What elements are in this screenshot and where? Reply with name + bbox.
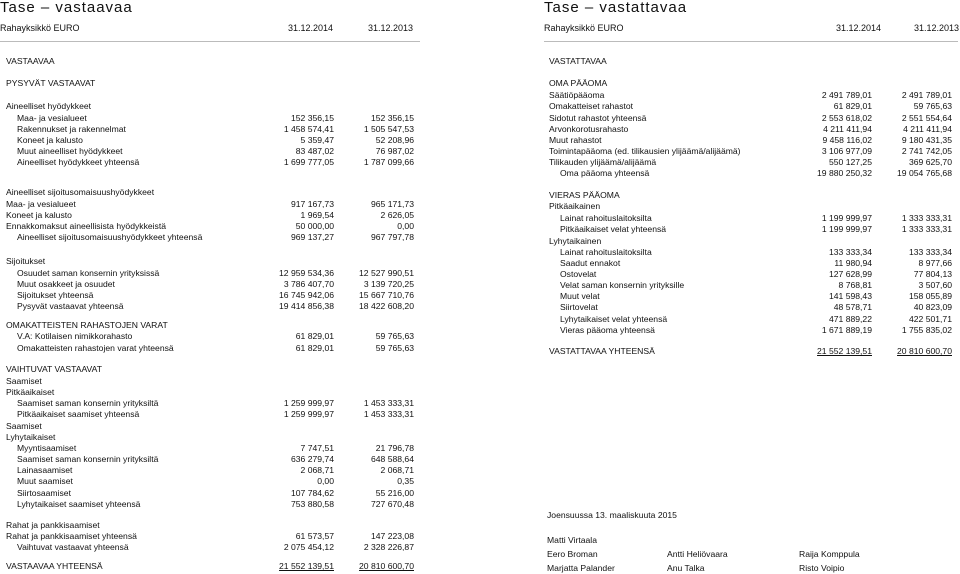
value-2014: 11 980,94: [834, 258, 872, 268]
row-label: Lyhytaikaiset saamiset yhteensä: [17, 499, 141, 509]
value-2013: 147 223,08: [370, 531, 414, 541]
value-2013: 1 505 547,53: [363, 124, 414, 134]
row-label: Muut saamiset: [17, 476, 73, 486]
table-row: [544, 90, 960, 100]
table-row: [0, 113, 420, 123]
table-row: [0, 409, 420, 419]
value-2014: 4 211 411,94: [823, 124, 872, 134]
row-label: Lyhytaikaiset: [6, 432, 56, 442]
date-2013: 31.12.2013: [914, 23, 960, 33]
table-row: [544, 101, 960, 111]
value-2013: 1 755 835,02: [901, 325, 952, 335]
value-2014: 16 745 942,06: [279, 290, 334, 300]
row-label: Muut osakkeet ja osuudet: [17, 279, 115, 289]
value-2014: 471 889,22: [828, 314, 872, 324]
table-row: [0, 421, 420, 431]
table-row: [544, 280, 960, 290]
row-label: Ostovelat: [560, 269, 597, 279]
table-row: [544, 190, 960, 200]
table-row: [0, 135, 420, 145]
row-label: Lainat rahoituslaitoksilta: [560, 213, 652, 223]
value-2013: 0,35: [397, 476, 414, 486]
table-row: [544, 168, 960, 178]
row-label: VASTAAVAA: [6, 56, 55, 66]
value-2013: 2 491 789,01: [901, 90, 952, 100]
value-2014: 3 786 407,70: [283, 279, 334, 289]
value-2013: 59 765,63: [913, 101, 952, 111]
value-2013: 2 551 554,64: [901, 113, 952, 123]
table-row: [544, 78, 960, 88]
value-2014: 3 106 977,09: [821, 146, 872, 156]
value-2013: 59 765,63: [375, 343, 414, 353]
row-label: Maa- ja vesialueet: [6, 199, 76, 209]
value-2013: 648 588,64: [370, 454, 414, 464]
value-2014: 61 829,01: [833, 101, 872, 111]
table-row: [544, 157, 960, 167]
row-label: Omakatteiset rahastot: [549, 101, 634, 111]
table-row: [0, 432, 420, 442]
row-label: Lainasaamiset: [17, 465, 73, 475]
table-row: [544, 213, 960, 223]
value-2013: 965 171,73: [370, 199, 414, 209]
value-2014: 1 199 999,97: [821, 224, 872, 234]
row-label: Vaihtuvat vastaavat yhteensä: [17, 542, 129, 552]
value-2013: 0,00: [397, 221, 414, 231]
row-label: OMA PÄÄOMA: [549, 78, 608, 88]
value-2014: 9 458 116,02: [822, 135, 872, 145]
value-2014: 12 959 534,36: [279, 268, 334, 278]
table-row: [0, 465, 420, 475]
row-label: VIERAS PÄÄOMA: [549, 190, 620, 200]
value-2013: 1 453 333,31: [363, 409, 414, 419]
table-row: [544, 346, 960, 356]
value-2013: 20 810 600,70: [897, 346, 952, 356]
value-2013: 1 787 099,66: [363, 157, 414, 167]
value-2014: 917 167,73: [290, 199, 334, 209]
table-row: [0, 398, 420, 408]
table-row: [0, 199, 420, 209]
value-2014: 133 333,34: [828, 247, 872, 257]
value-2014: 19 414 856,38: [279, 301, 334, 311]
table-row: [0, 443, 420, 453]
value-2013: 19 054 765,68: [897, 168, 952, 178]
row-label: Saamiset: [6, 376, 42, 386]
row-label: OMAKATTEISTEN RAHASTOJEN VARAT: [6, 320, 168, 330]
row-label: Lainat rahoituslaitoksilta: [560, 247, 652, 257]
table-row: [544, 224, 960, 234]
row-label: Rakennukset ja rakennelmat: [17, 124, 126, 134]
signatory: Matti Virtaala: [547, 535, 597, 545]
value-2014: 152 356,15: [290, 113, 334, 123]
row-label: Siirtovelat: [560, 302, 598, 312]
row-label: Muut rahastot: [549, 135, 602, 145]
table-row: [0, 187, 420, 197]
assets-title: Tase – vastaavaa: [0, 0, 133, 16]
value-2013: 20 810 600,70: [359, 561, 414, 571]
row-label: V.A: Kotilaisen nimikkorahasto: [17, 331, 133, 341]
row-label: Siirtosaamiset: [17, 488, 71, 498]
row-label: Lyhytaikainen: [549, 236, 602, 246]
value-2013: 3 139 720,25: [363, 279, 414, 289]
value-2014: 753 880,58: [290, 499, 334, 509]
assets-header: [0, 18, 420, 31]
signatory: Eero Broman: [547, 549, 598, 559]
unit-label: Rahayksikkö EURO: [544, 23, 624, 33]
value-2013: 8 977,66: [918, 258, 952, 268]
value-2013: 369 625,70: [908, 157, 952, 167]
table-row: [544, 302, 960, 312]
table-row: [544, 291, 960, 301]
place-date: Joensuussa 13. maaliskuuta 2015: [547, 510, 677, 520]
row-label: Säätiöpääoma: [549, 90, 605, 100]
table-row: [0, 320, 420, 330]
row-label: Sidotut rahastot yhteensä: [549, 113, 647, 123]
date-2014: 31.12.2014: [288, 23, 334, 33]
divider: [544, 41, 958, 42]
table-row: [544, 124, 960, 134]
value-2014: 1 458 574,41: [283, 124, 334, 134]
value-2013: 967 797,78: [370, 232, 414, 242]
row-label: Aineelliset hyödykkeet yhteensä: [17, 157, 140, 167]
value-2014: 61 573,57: [295, 531, 334, 541]
unit-label: Rahayksikkö EURO: [0, 23, 80, 33]
value-2013: 52 208,96: [375, 135, 414, 145]
value-2014: 1 259 999,97: [283, 409, 334, 419]
table-row: [0, 520, 420, 530]
row-label: Rahat ja pankkisaamiset yhteensä: [6, 531, 137, 541]
table-row: [0, 331, 420, 341]
table-row: [544, 247, 960, 257]
value-2014: 550 127,25: [828, 157, 872, 167]
value-2013: 727 670,48: [370, 499, 414, 509]
row-label: Lyhytaikaiset velat yhteensä: [560, 314, 668, 324]
table-row: [0, 56, 420, 66]
value-2013: 55 216,00: [375, 488, 414, 498]
value-2013: 4 211 411,94: [903, 124, 952, 134]
table-row: [0, 221, 420, 231]
row-label: PYSYVÄT VASTAAVAT: [6, 78, 96, 88]
value-2014: 1 199 999,97: [821, 213, 872, 223]
value-2013: 1 333 333,31: [901, 224, 952, 234]
value-2014: 61 829,01: [295, 331, 334, 341]
row-label: Osuudet saman konsernin yrityksissä: [17, 268, 160, 278]
row-label: Rahat ja pankkisaamiset: [6, 520, 100, 530]
row-label: Oma pääoma yhteensä: [560, 168, 650, 178]
date-2013: 31.12.2013: [368, 23, 414, 33]
value-2014: 5 359,47: [300, 135, 334, 145]
table-row: [0, 146, 420, 156]
row-label: VAIHTUVAT VASTAAVAT: [6, 364, 102, 374]
value-2013: 158 055,89: [908, 291, 952, 301]
row-label: Muut velat: [560, 291, 600, 301]
value-2014: 636 279,74: [290, 454, 334, 464]
row-label: Vieras pääoma yhteensä: [560, 325, 655, 335]
table-row: [0, 454, 420, 464]
value-2014: 8 768,81: [838, 280, 872, 290]
row-label: Velat saman konsernin yrityksille: [560, 280, 685, 290]
value-2014: 21 552 139,51: [817, 346, 872, 356]
value-2013: 12 527 990,51: [359, 268, 414, 278]
divider: [0, 41, 420, 42]
value-2014: 2 491 789,01: [821, 90, 872, 100]
table-row: [544, 201, 960, 211]
row-label: Toimintapääoma (ed. tilikausien ylijäämä/alijäämä): [549, 146, 741, 156]
row-label: VASTAAVAA YHTEENSÄ: [6, 561, 103, 571]
liabilities-title: Tase – vastattavaa: [544, 0, 688, 16]
value-2014: 50 000,00: [295, 221, 334, 231]
signatory: Anu Talka: [667, 563, 705, 573]
row-label: Aineelliset sijoitusomaisuushyödykkeet: [6, 187, 155, 197]
value-2014: 48 578,71: [833, 302, 872, 312]
row-label: Saamiset: [6, 421, 42, 431]
row-label: Pitkäaikaiset: [6, 387, 55, 397]
row-label: Aineelliset sijoitusomaisuushyödykkeet yhteensä: [17, 232, 203, 242]
table-row: [0, 124, 420, 134]
table-row: [0, 157, 420, 167]
row-label: Pitkäaikaiset velat yhteensä: [560, 224, 667, 234]
table-row: [0, 268, 420, 278]
row-label: Omakatteisten rahastojen varat yhteensä: [17, 343, 174, 353]
value-2014: 0,00: [317, 476, 334, 486]
table-row: [0, 387, 420, 397]
value-2013: 133 333,34: [908, 247, 952, 257]
liabilities-header: [544, 18, 960, 31]
row-label: Aineelliset hyödykkeet: [6, 101, 92, 111]
value-2013: 9 180 431,35: [901, 135, 952, 145]
date-2014: 31.12.2014: [836, 23, 882, 33]
value-2013: 1 453 333,31: [363, 398, 414, 408]
table-row: [544, 146, 960, 156]
value-2013: 40 823,09: [913, 302, 952, 312]
value-2014: 21 552 139,51: [279, 561, 334, 571]
value-2013: 422 501,71: [908, 314, 952, 324]
table-row: [544, 269, 960, 279]
value-2014: 1 671 889,19: [821, 325, 872, 335]
value-2014: 2 553 618,02: [821, 113, 872, 123]
row-label: Saadut ennakot: [560, 258, 621, 268]
value-2014: 83 487,02: [295, 146, 334, 156]
value-2014: 2 075 454,12: [283, 542, 334, 552]
table-row: [0, 476, 420, 486]
row-label: Pysyvät vastaavat yhteensä: [17, 301, 124, 311]
row-label: Sijoitukset: [6, 256, 46, 266]
row-label: Tilikauden ylijäämä/alijäämä: [549, 157, 657, 167]
value-2013: 76 987,02: [375, 146, 414, 156]
value-2014: 19 880 250,32: [817, 168, 872, 178]
table-row: [544, 258, 960, 268]
table-row: [0, 531, 420, 541]
table-row: [544, 56, 960, 66]
value-2013: 152 356,15: [370, 113, 414, 123]
value-2013: 2 626,05: [380, 210, 414, 220]
row-label: Maa- ja vesialueet: [17, 113, 87, 123]
table-row: [0, 232, 420, 242]
value-2013: 2 328 226,87: [363, 542, 414, 552]
table-row: [0, 488, 420, 498]
row-label: Sijoitukset yhteensä: [17, 290, 94, 300]
table-row: [0, 499, 420, 509]
table-row: [0, 290, 420, 300]
row-label: Koneet ja kalusto: [6, 210, 72, 220]
row-label: Saamiset saman konsernin yrityksiltä: [17, 454, 159, 464]
value-2014: 61 829,01: [295, 343, 334, 353]
table-row: [544, 135, 960, 145]
table-row: [0, 364, 420, 374]
value-2013: 77 804,13: [913, 269, 952, 279]
table-row: [544, 113, 960, 123]
assets-column: [0, 0, 420, 571]
value-2013: 1 333 333,31: [901, 213, 952, 223]
table-row: [0, 376, 420, 386]
row-label: Arvonkorotusrahasto: [549, 124, 629, 134]
value-2013: 2 741 742,05: [901, 146, 952, 156]
table-row: [0, 256, 420, 266]
row-label: Muut aineelliset hyödykkeet: [17, 146, 123, 156]
table-row: [0, 542, 420, 552]
value-2013: 15 667 710,76: [359, 290, 414, 300]
row-label: Ennakkomaksut aineellisista hyödykkeistä: [6, 221, 167, 231]
table-row: [544, 314, 960, 324]
value-2013: 2 068,71: [380, 465, 414, 475]
value-2013: 3 507,60: [918, 280, 952, 290]
table-row: [0, 78, 420, 88]
value-2013: 21 796,78: [375, 443, 414, 453]
value-2014: 1 259 999,97: [283, 398, 334, 408]
value-2014: 1 699 777,05: [283, 157, 334, 167]
row-label: Koneet ja kalusto: [17, 135, 83, 145]
signatory: Raija Komppula: [799, 549, 860, 559]
row-label: Myyntisaamiset: [17, 443, 77, 453]
table-row: [0, 101, 420, 111]
row-label: Pitkäaikaiset saamiset yhteensä: [17, 409, 140, 419]
table-row: [544, 236, 960, 246]
value-2014: 107 784,62: [290, 488, 334, 498]
signatory: Antti Heliövaara: [667, 549, 728, 559]
row-label: Saamiset saman konsernin yrityksiltä: [17, 398, 159, 408]
value-2014: 7 747,51: [300, 443, 334, 453]
table-row: [0, 561, 420, 571]
value-2014: 127 628,99: [828, 269, 872, 279]
row-label: Pitkäaikainen: [549, 201, 601, 211]
value-2014: 969 137,27: [290, 232, 334, 242]
table-row: [544, 325, 960, 335]
signatory: Risto Voipio: [799, 563, 845, 573]
value-2014: 2 068,71: [300, 465, 334, 475]
table-row: [0, 343, 420, 353]
value-2014: 1 969,54: [300, 210, 334, 220]
table-row: [0, 210, 420, 220]
signatory: Marjatta Palander: [547, 563, 615, 573]
value-2014: 141 598,43: [828, 291, 872, 301]
row-label: VASTATTAVAA YHTEENSÄ: [549, 346, 655, 356]
table-row: [0, 279, 420, 289]
value-2013: 18 422 608,20: [359, 301, 414, 311]
liabilities-column: [544, 0, 960, 573]
table-row: [0, 301, 420, 311]
row-label: VASTATTAVAA: [549, 56, 607, 66]
value-2013: 59 765,63: [375, 331, 414, 341]
